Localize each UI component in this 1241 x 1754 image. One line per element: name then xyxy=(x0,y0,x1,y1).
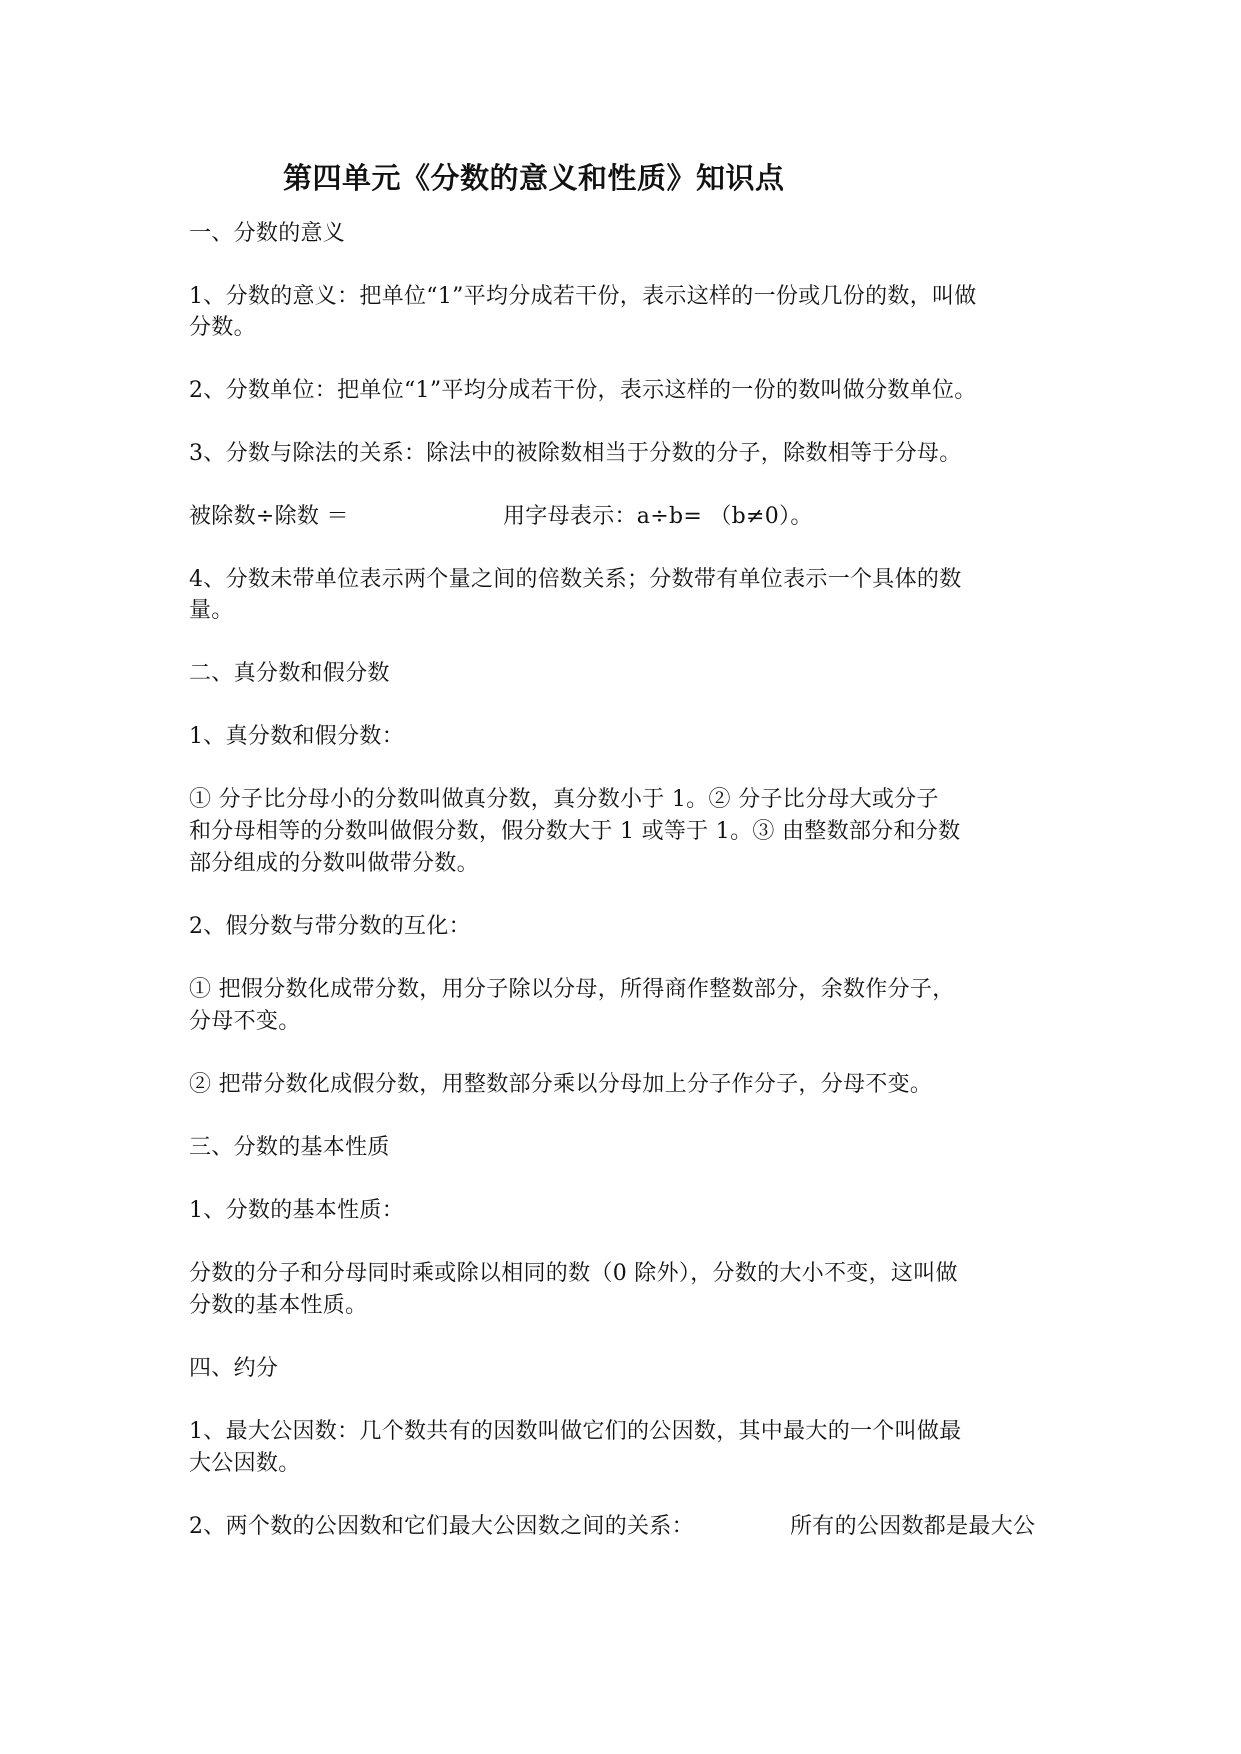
formula-right: 用字母表示：a÷b= （b≠0）。 xyxy=(503,504,813,529)
paragraph-1-2: 2、分数单位：把单位“1”平均分成若干份，表示这样的一份的数叫做分数单位。 xyxy=(189,378,977,403)
paragraph-3-1-detail-line-1: 分数的分子和分母同时乘或除以相同的数（0 除外），分数的大小不变，这叫做 xyxy=(189,1261,958,1286)
formula-left: 被除数÷除数 ＝ xyxy=(189,504,349,529)
paragraph-1-4-line-1: 4、分数未带单位表示两个量之间的倍数关系；分数带有单位表示一个具体的数 xyxy=(189,567,962,592)
paragraph-1-1-line-1: 1、分数的意义：把单位“1”平均分成若干份，表示这样的一份或几份的数，叫做 xyxy=(189,284,977,309)
paragraph-2-1: 1、真分数和假分数： xyxy=(189,724,404,749)
paragraph-2-1-detail-line-1: ① 分子比分母小的分数叫做真分数，真分数小于 1。② 分子比分母大或分子 xyxy=(189,787,939,812)
paragraph-4-2 xyxy=(189,1510,1069,1543)
paragraph-2-1-detail-line-2: 和分母相等的分数叫做假分数，假分数大于 1 或等于 1。③ 由整数部分和分数 xyxy=(189,819,961,844)
paragraph-3-1: 1、分数的基本性质： xyxy=(189,1198,404,1223)
section-heading-3: 三、分数的基本性质 xyxy=(189,1135,390,1160)
paragraph-2-2: 2、假分数与带分数的互化： xyxy=(189,914,471,939)
section-heading-1: 一、分数的意义 xyxy=(189,221,346,246)
paragraph-2-2-item-1-line-2: 分母不变。 xyxy=(189,1009,301,1034)
page-title: 第四单元《分数的意义和性质》知识点 xyxy=(283,161,785,195)
paragraph-3-1-detail-line-2: 分数的基本性质。 xyxy=(189,1293,368,1318)
paragraph-1-3: 3、分数与除法的关系：除法中的被除数相当于分数的分子，除数相等于分母。 xyxy=(189,441,962,466)
section-heading-2: 二、真分数和假分数 xyxy=(189,661,390,686)
paragraph-2-2-item-2: ② 把带分数化成假分数，用整数部分乘以分母加上分子作分子，分母不变。 xyxy=(189,1072,933,1097)
paragraph-1-4-line-2: 量。 xyxy=(189,598,234,623)
paragraph-2-1-detail-line-3: 部分组成的分数叫做带分数。 xyxy=(189,851,479,876)
paragraph-4-1-line-1: 1、最大公因数：几个数共有的因数叫做它们的公因数，其中最大的一个叫做最 xyxy=(189,1419,962,1444)
paragraph-1-1-line-2: 分数。 xyxy=(189,315,256,340)
paragraph-4-2-left: 2、两个数的公因数和它们最大公因数之间的关系： xyxy=(189,1514,694,1539)
paragraph-2-2-item-1-line-1: ① 把假分数化成带分数，用分子除以分母，所得商作整数部分，余数作分子， xyxy=(189,977,955,1002)
paragraph-4-2-right: 所有的公因数都是最大公 xyxy=(790,1514,1036,1539)
paragraph-4-1-line-2: 大公因数。 xyxy=(189,1451,301,1476)
formula-line xyxy=(189,500,1069,533)
section-heading-4: 四、约分 xyxy=(189,1356,279,1381)
